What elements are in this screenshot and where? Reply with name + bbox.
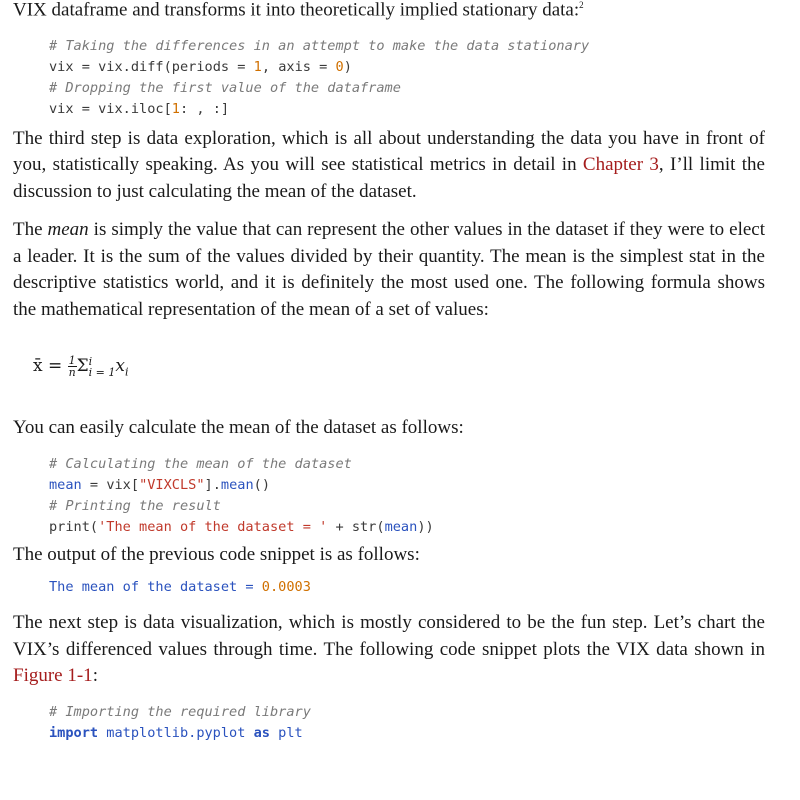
- code-token: )): [417, 518, 434, 535]
- code-number: 1: [253, 58, 262, 75]
- code-token: ): [343, 58, 352, 75]
- code-token: mean: [220, 476, 254, 493]
- formula-term-sub: i: [125, 365, 129, 379]
- code-token: plt: [269, 724, 303, 741]
- code-comment: # Dropping the first value of the dataframe: [49, 79, 401, 96]
- code-token: ].: [204, 476, 221, 493]
- formula-lower-limit: i = 1: [88, 365, 116, 379]
- formula-sigma: Σ: [76, 356, 89, 377]
- footnote-marker[interactable]: 2: [579, 0, 584, 10]
- code-output: [13, 577, 765, 598]
- code-string: "VIXCLS": [139, 476, 205, 493]
- formula-limits: [89, 356, 116, 378]
- code-token: vix.diff: [98, 58, 164, 75]
- paragraph-text: The: [13, 219, 48, 241]
- paragraph-data-exploration: [13, 126, 765, 206]
- code-token: =: [73, 100, 99, 117]
- document-page: [13, 0, 765, 744]
- code-token: : , :]: [179, 100, 230, 117]
- code-keyword: as: [253, 724, 270, 741]
- code-block-mean: [13, 454, 765, 538]
- code-token: vix.iloc: [98, 100, 164, 117]
- code-block-differencing: [13, 36, 765, 120]
- mean-formula: [13, 353, 765, 393]
- paragraph-mean-definition: [13, 217, 765, 323]
- paragraph-text: The third step is data exploration, which is all about understanding the data you have in front of you, statistically speaking. As you will see statistical metrics in detail in: [13, 127, 765, 176]
- code-comment: # Importing the required library: [49, 703, 311, 720]
- paragraph-text: The output of the previous code snippet is as follows:: [13, 543, 420, 565]
- code-token: , axis =: [261, 58, 336, 75]
- code-number: 0: [335, 58, 344, 75]
- chapter-3-link[interactable]: Chapter 3: [582, 154, 659, 176]
- intro-text: VIX dataframe and transforms it into theoretically implied stationary data:: [13, 0, 580, 21]
- paragraph-calc-mean: [13, 415, 765, 442]
- fraction-numerator: 1: [68, 354, 76, 368]
- output-value: 0.0003: [261, 579, 311, 596]
- code-token: =: [81, 476, 107, 493]
- code-string: 'The mean of the dataset = ': [98, 518, 328, 535]
- formula-fraction: [68, 355, 77, 378]
- code-token: =: [73, 58, 99, 75]
- code-comment: # Calculating the mean of the dataset: [49, 455, 352, 472]
- figure-1-1-link[interactable]: Figure 1-1: [13, 665, 93, 687]
- code-token: [: [130, 476, 140, 493]
- code-token: + str(: [327, 518, 385, 535]
- paragraph-visualization: [13, 610, 765, 690]
- paragraph-text: You can easily calculate the mean of the dataset as follows:: [13, 417, 464, 439]
- code-token: print(: [49, 518, 99, 535]
- code-number: 1: [171, 100, 180, 117]
- code-token: [: [163, 100, 172, 117]
- code-token: matplotlib.pyplot: [98, 724, 254, 741]
- fraction-denominator: n: [68, 366, 76, 380]
- code-block-import: [13, 702, 765, 744]
- code-keyword: import: [49, 724, 99, 741]
- formula-term: x: [115, 356, 125, 377]
- paragraph-text: , I’ll limit the discussion to just calculating the mean of the dataset.: [13, 154, 765, 202]
- intro-paragraph: [13, 0, 765, 24]
- code-token: mean: [49, 476, 82, 493]
- emphasis-mean: mean: [47, 219, 89, 241]
- code-comment: # Printing the result: [49, 497, 221, 514]
- code-token: vix: [49, 100, 74, 117]
- code-token: vix: [49, 58, 74, 75]
- output-text: The mean of the dataset =: [49, 579, 262, 596]
- code-token: (periods =: [163, 58, 254, 75]
- formula-lhs: x̄ =: [33, 356, 68, 377]
- paragraph-text: :: [92, 665, 98, 687]
- paragraph-text: is simply the value that can represent the other values in the dataset if they were to elect a leader. It is the sum of the values divided by their quantity. The mean is the simplest stat in the descriptive statistics world, and it is definitely the most used one. The following formula shows the mathematical representation of the mean of a set of values:: [13, 219, 765, 320]
- paragraph-text: The next step is data visualization, which is mostly considered to be the fun step. Let’s chart the VIX’s differenced values through time. The following code snippet plots the VIX data shown in: [13, 612, 765, 660]
- code-token: (): [253, 476, 271, 493]
- code-comment: # Taking the differences in an attempt to make the data stationary: [49, 37, 590, 54]
- code-token: vix: [106, 476, 131, 493]
- formula-upper-limit: i: [88, 354, 93, 368]
- paragraph-output-intro: [13, 542, 765, 569]
- code-token: mean: [384, 518, 418, 535]
